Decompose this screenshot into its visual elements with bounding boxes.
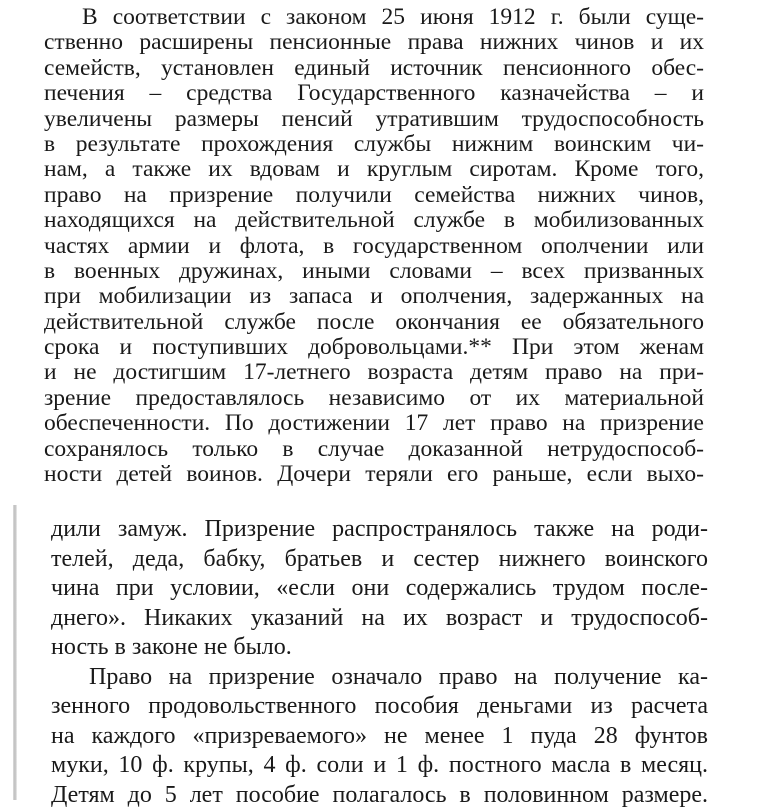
text-line: в военных дружинах, иными словами – всех призванных (44, 259, 704, 284)
text-line: в результате прохождения службы нижним воинским чи- (44, 132, 704, 157)
text-line: увеличены размеры пенсий утратившим трудоспособность (44, 107, 704, 132)
text-line: на каждого «призреваемого» не менее 1 пуда 28 фунтов (51, 722, 708, 752)
text-line: В соответствии с законом 25 июня 1912 г. были суще- (44, 5, 704, 30)
text-line: чина при условии, «если они содержались трудом после- (51, 574, 708, 604)
text-line: при мобилизации из запаса и ополчения, задержанных на (44, 284, 704, 309)
text-line: обеспеченности. По достижении 17 лет право на призрение (44, 411, 704, 436)
text-line: дили замуж. Призрение распространялось также на роди- (51, 515, 708, 545)
text-line: семейств, установлен единый источник пенсионного обес- (44, 56, 704, 81)
text-line: срока и поступивших добровольцами.** При этом женам (44, 335, 704, 360)
text-line: ственно расширены пенсионные права нижних чинов и их (44, 30, 704, 55)
text-line: зенного продовольственного пособия деньгами из расчета (51, 692, 708, 722)
text-line: ности детей воинов. Дочери теряли его раньше, если выхо- (44, 462, 704, 487)
text-line: телей, деда, бабку, братьев и сестер нижнего воинского (51, 545, 708, 575)
text-line: зрение предоставлялось независимо от их материальной (44, 386, 704, 411)
text-line: Право на призрение означало право на получение ка- (51, 663, 708, 693)
text-line: частях армии и флота, в государственном ополчении или (44, 234, 704, 259)
text-line: сохранялось только в случае доказанной нетрудоспособ- (44, 437, 704, 462)
text-line: ность в законе не было. (51, 633, 708, 663)
text-line: находящихся на действительной службе в мобилизованных (44, 208, 704, 233)
page-text-top (44, 5, 704, 487)
text-line: Детям до 5 лет пособие полагалось в половинном размере. (51, 781, 708, 810)
text-line: нам, а также их вдовам и круглым сиротам. Кроме того, (44, 157, 704, 182)
text-line: право на призрение получили семейства нижних чинов, (44, 183, 704, 208)
text-line: действительной службе после окончания ее обязательного (44, 310, 704, 335)
text-line: днего». Никаких указаний на их возраст и трудоспособ- (51, 604, 708, 634)
page-text-bottom (51, 515, 708, 810)
page-edge-divider (13, 505, 17, 800)
text-line: и не достигшим 17-летнего возраста детям право на при- (44, 360, 704, 385)
text-line: печения – средства Государственного казначейства – и (44, 81, 704, 106)
text-line: муки, 10 ф. крупы, 4 ф. соли и 1 ф. постного масла в месяц. (51, 751, 708, 781)
